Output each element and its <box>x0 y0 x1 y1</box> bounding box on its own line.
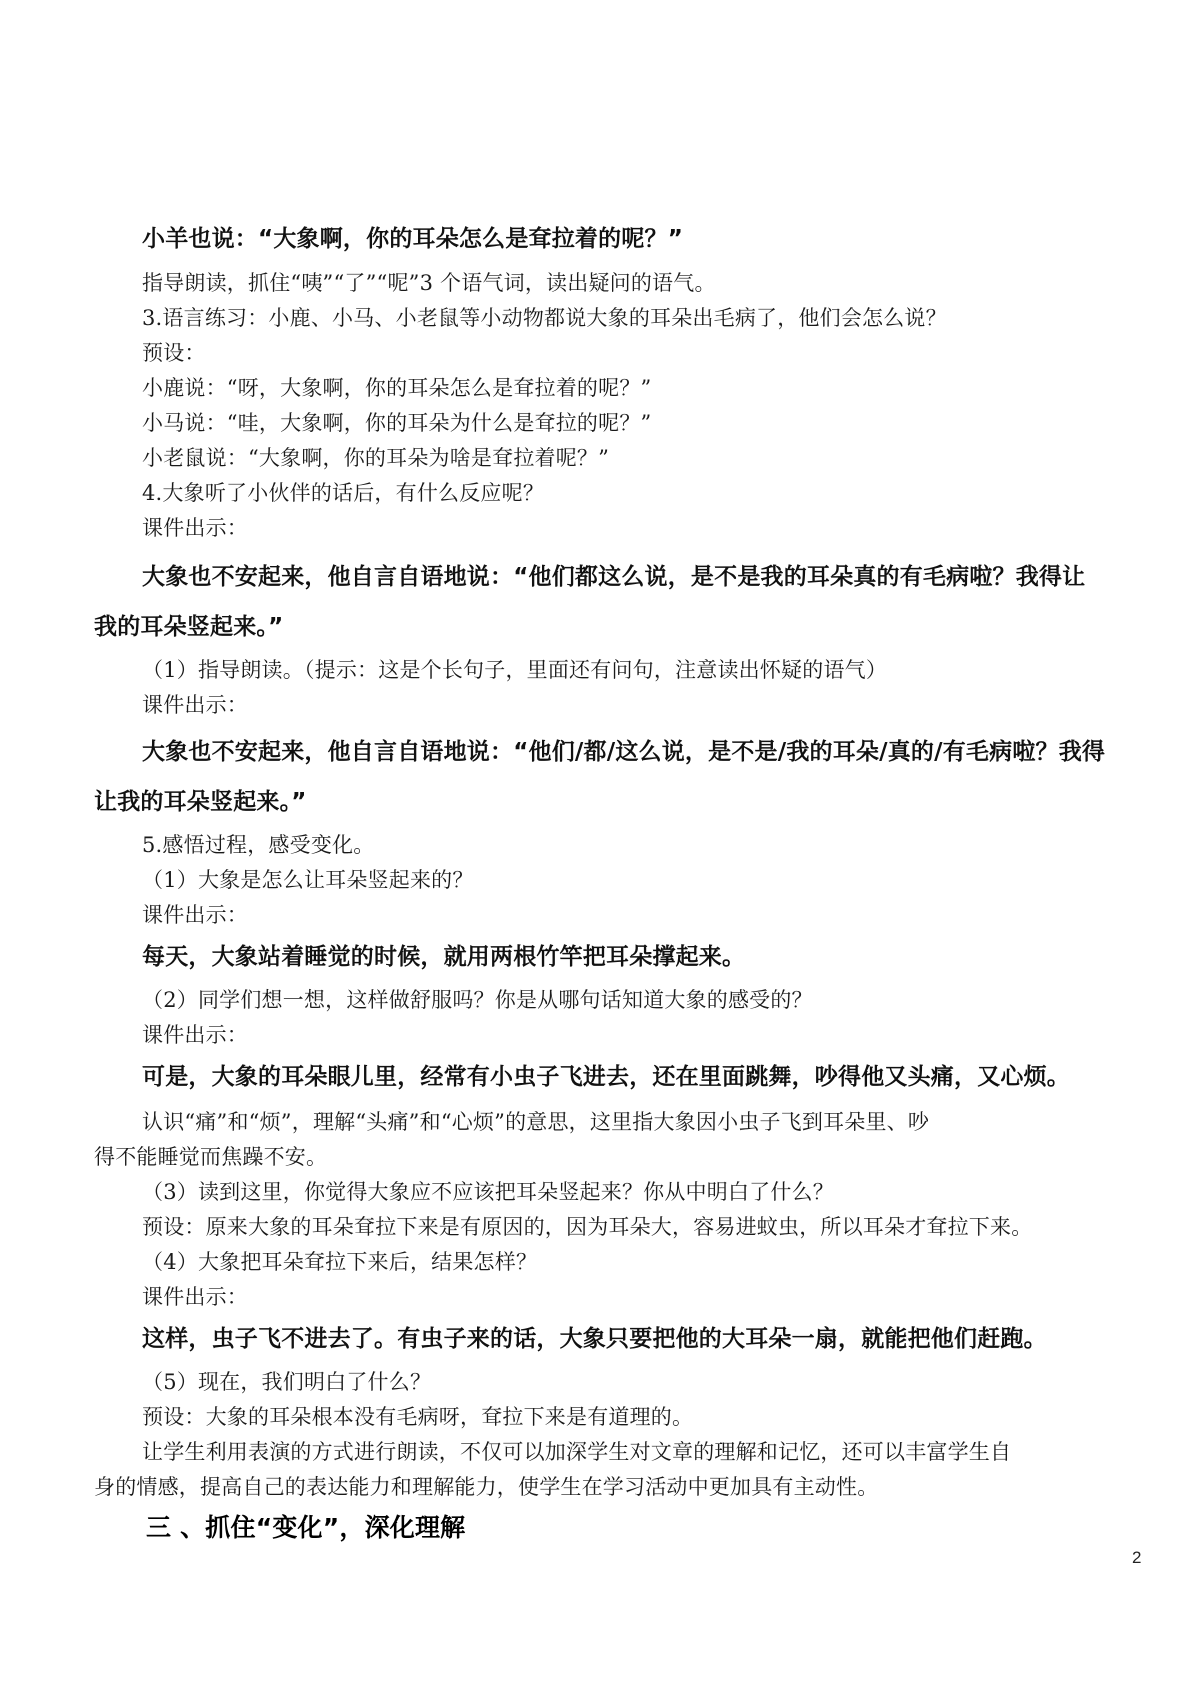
text-line: 小马说：“哇，大象啊，你的耳朵为什么是耷拉的呢？” <box>142 411 652 435</box>
text-line: 课件出示： <box>142 1285 248 1309</box>
text-line: 小鹿说：“呀，大象啊，你的耳朵怎么是耷拉着的呢？” <box>142 376 652 400</box>
text-line: 3.语言练习：小鹿、小马、小老鼠等小动物都说大象的耳朵出毛病了，他们会怎么说？ <box>142 306 947 330</box>
text-line: 课件出示： <box>142 516 248 540</box>
text-line: 预设：原来大象的耳朵耷拉下来是有原因的，因为耳朵大，容易进蚊虫，所以耳朵才耷拉下来。 <box>142 1215 1033 1239</box>
text-line: 4.大象听了小伙伴的话后，有什么反应呢？ <box>142 481 545 505</box>
text-line: （1）大象是怎么让耳朵竖起来的？ <box>142 868 474 892</box>
text-line: （2）同学们想一想，这样做舒服吗？你是从哪句话知道大象的感受的？ <box>142 988 813 1012</box>
section-heading: 三 、抓住“变化”，深化理解 <box>146 1513 466 1542</box>
page-number: 2 <box>1132 1548 1142 1567</box>
text-line: 得不能睡觉而焦躁不安。 <box>94 1145 328 1169</box>
quote-line: 大象也不安起来，他自言自语地说：“他们/都/这么说，是不是/我的耳朵/真的/有毛病啦？我得 <box>142 739 1106 765</box>
text-line: 预设：大象的耳朵根本没有毛病呀，耷拉下来是有道理的。 <box>142 1405 694 1429</box>
quote-line: 这样，虫子飞不进去了。有虫子来的话，大象只要把他的大耳朵一扇，就能把他们赶跑。 <box>142 1326 1047 1352</box>
text-line: 身的情感，提高自己的表达能力和理解能力，使学生在学习活动中更加具有主动性。 <box>94 1475 879 1499</box>
text-line: 认识“痛”和“烦”，理解“头痛”和“心烦”的意思，这里指大象因小虫子飞到耳朵里、吵 <box>142 1110 930 1134</box>
text-line: 课件出示： <box>142 693 248 717</box>
text-line: 小老鼠说：“大象啊，你的耳朵为啥是耷拉着呢？” <box>142 446 610 470</box>
text-line: 5.感悟过程，感受变化。 <box>142 833 375 857</box>
text-line: （5）现在，我们明白了什么？ <box>142 1370 432 1394</box>
text-line: 指导朗读，抓住“咦”“了”“呢”3 个语气词，读出疑问的语气。 <box>142 271 716 295</box>
quote-line: 我的耳朵竖起来。” <box>94 614 284 640</box>
quote-line: 小羊也说：“大象啊，你的耳朵怎么是耷拉着的呢？” <box>142 226 684 252</box>
text-line: （4）大象把耳朵耷拉下来后，结果怎样？ <box>142 1250 538 1274</box>
quote-line: 可是，大象的耳朵眼儿里，经常有小虫子飞进去，还在里面跳舞，吵得他又头痛，又心烦。 <box>142 1064 1070 1090</box>
quote-line: 每天，大象站着睡觉的时候，就用两根竹竿把耳朵撑起来。 <box>142 944 746 970</box>
text-line: （3）读到这里，你觉得大象应不应该把耳朵竖起来？你从中明白了什么？ <box>142 1180 834 1204</box>
text-line: 预设： <box>142 341 206 365</box>
text-line: 让学生利用表演的方式进行朗读，不仅可以加深学生对文章的理解和记忆，还可以丰富学生自 <box>142 1440 1012 1464</box>
text-line: （1）指导朗读。（提示：这是个长句子，里面还有问句，注意读出怀疑的语气） <box>142 658 888 682</box>
quote-line: 大象也不安起来，他自言自语地说：“他们都这么说，是不是我的耳朵真的有毛病啦？我得让 <box>142 564 1086 590</box>
quote-line: 让我的耳朵竖起来。” <box>94 789 307 815</box>
text-line: 课件出示： <box>142 1023 248 1047</box>
text-line: 课件出示： <box>142 903 248 927</box>
